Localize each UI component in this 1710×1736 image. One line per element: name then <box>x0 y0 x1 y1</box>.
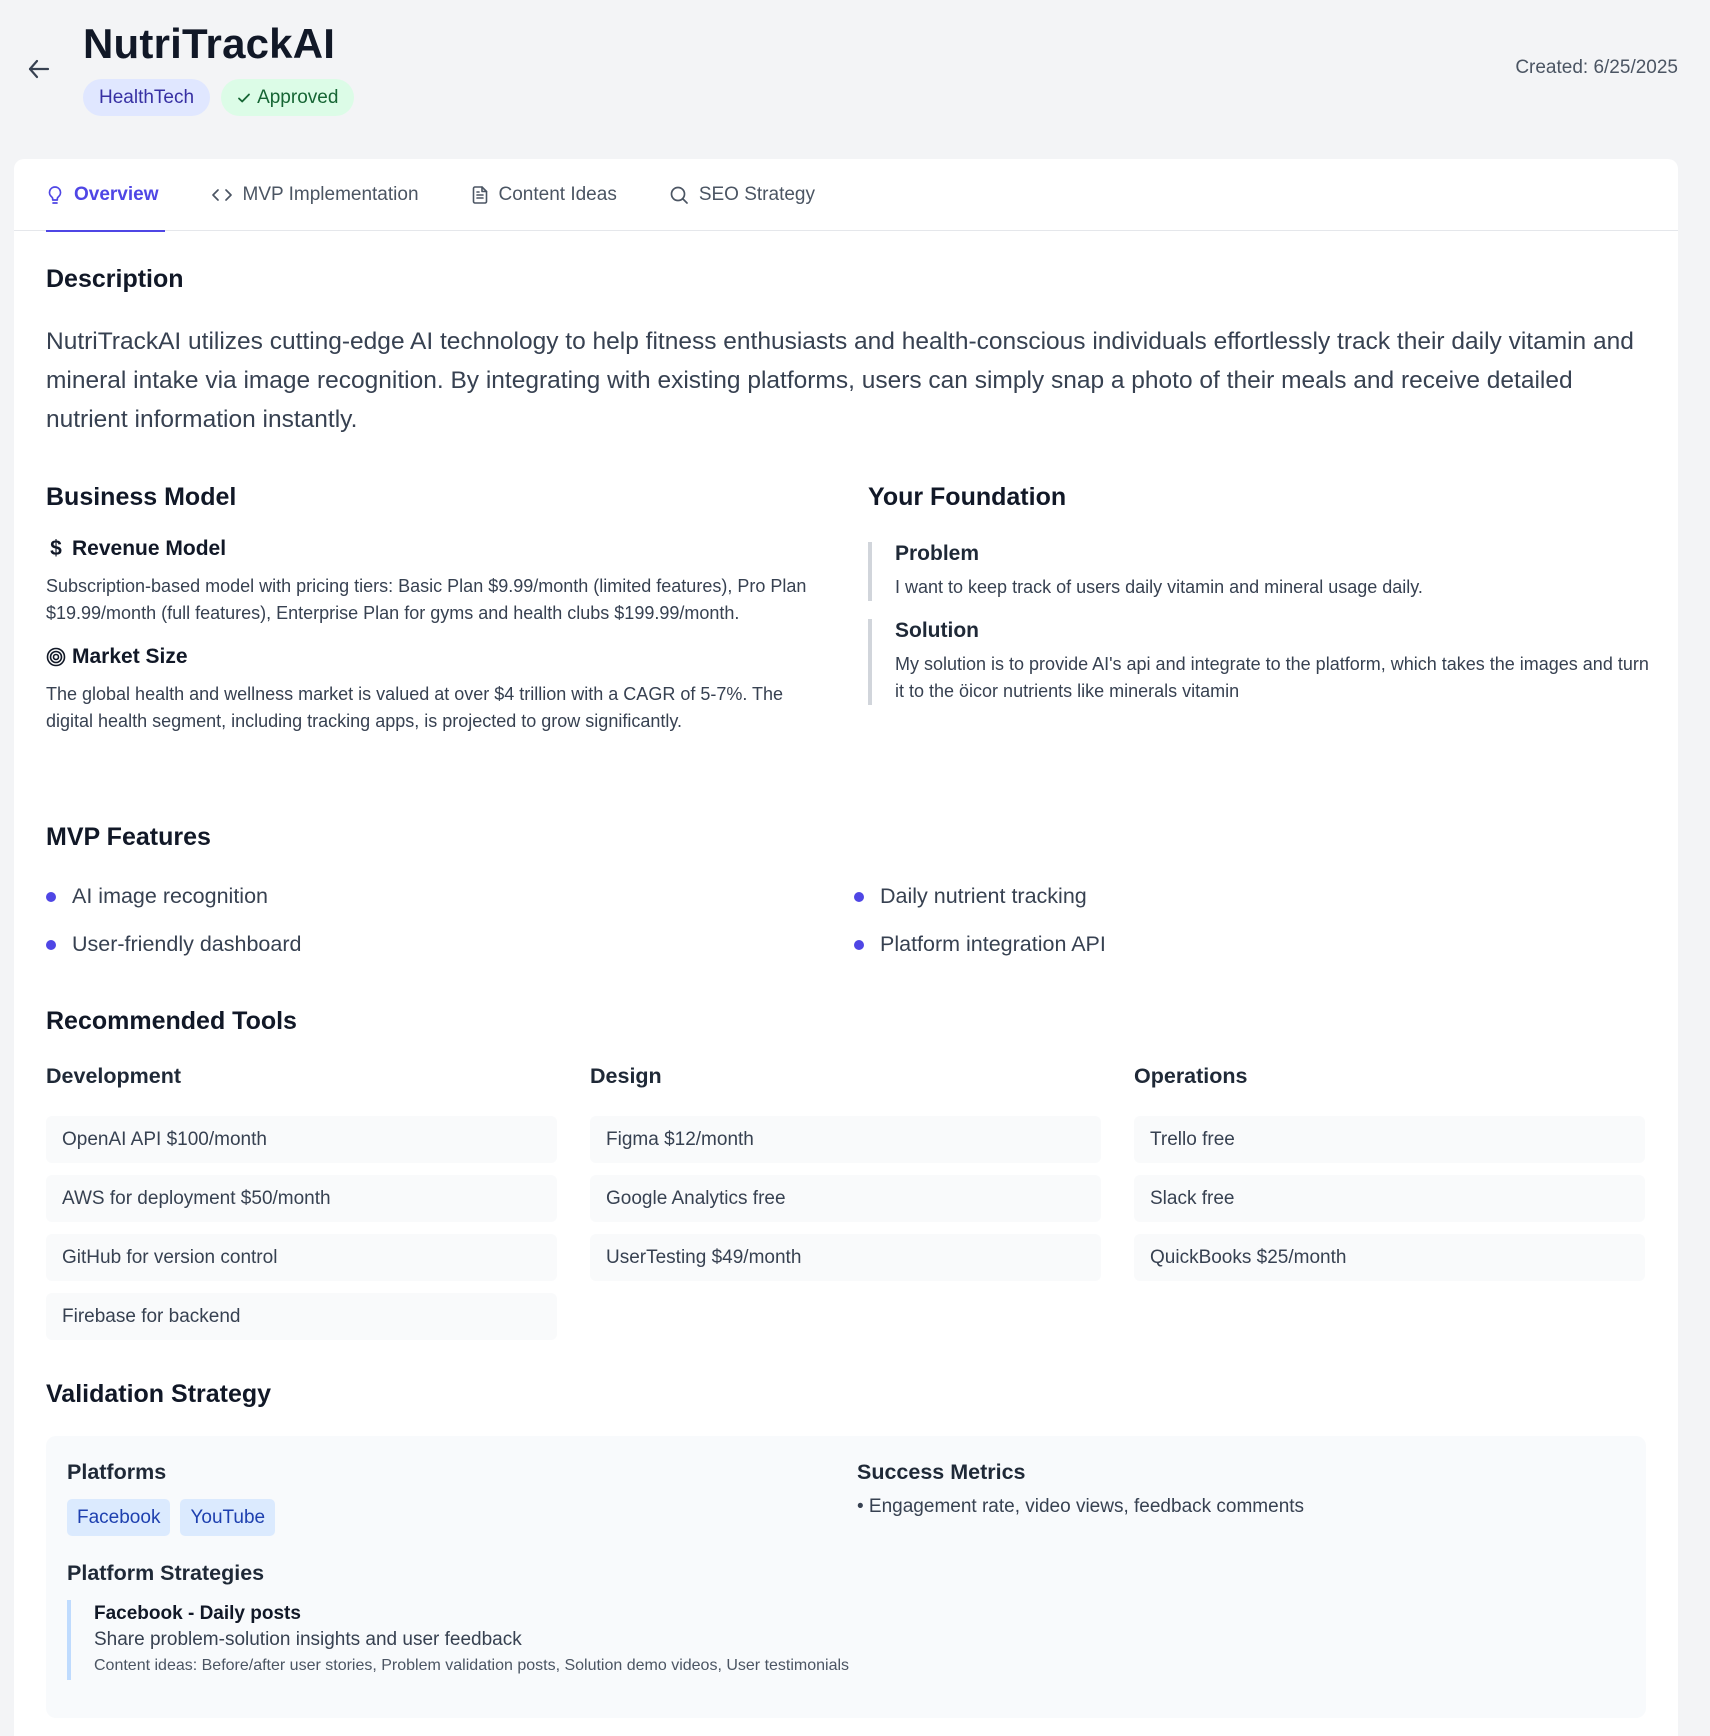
problem-text: I want to keep track of users daily vitamin and mineral usage daily. <box>895 577 1423 597</box>
bullet-icon <box>46 940 56 950</box>
tab-seo-strategy[interactable] <box>669 159 815 231</box>
tab-label: Overview <box>74 184 159 205</box>
tool-item: Trello free <box>1134 1116 1645 1163</box>
tool-item: GitHub for version control <box>46 1234 557 1281</box>
success-metrics-label: Success Metrics <box>857 1460 1026 1484</box>
tab-content-ideas[interactable] <box>471 159 617 231</box>
tab-bar <box>14 159 1678 231</box>
solution-label: Solution <box>895 619 979 642</box>
tools-column-title: Operations <box>1134 1064 1248 1088</box>
problem-label: Problem <box>895 542 980 565</box>
search-icon <box>669 185 689 205</box>
feature-item <box>854 932 1106 957</box>
validation-box <box>46 1436 1646 1718</box>
tools-development <box>46 1064 557 1352</box>
foundation-heading: Your Foundation <box>868 483 1067 511</box>
description-text: NutriTrackAI utilizes cutting-edge AI technology to help fitness enthusiasts and health-conscious individuals effortlessly track their daily vitamin and mineral intake via image recognition. By integrating with existing platforms, users can simply snap a photo of their meals and receive detailed nutrient information instantly. <box>46 328 1634 433</box>
lightbulb-icon <box>46 185 64 205</box>
strategy-title: Facebook - Daily posts <box>94 1603 301 1624</box>
solution-block <box>868 619 1658 705</box>
revenue-model-label: Revenue Model <box>72 537 227 560</box>
page-title: NutriTrackAI <box>83 20 336 67</box>
back-button[interactable] <box>24 56 54 82</box>
business-model-heading: Business Model <box>46 483 237 511</box>
badge-group <box>83 79 354 116</box>
foundation-section <box>868 542 1658 705</box>
problem-block <box>868 542 1658 601</box>
bullet-icon <box>46 892 56 902</box>
check-icon <box>237 91 251 105</box>
tab-label: SEO Strategy <box>698 184 815 205</box>
feature-item <box>854 884 1087 909</box>
platform-strategy <box>67 1600 1567 1680</box>
tools-column-title: Design <box>590 1064 662 1088</box>
tool-item: Google Analytics free <box>590 1175 1101 1222</box>
document-icon <box>471 185 489 205</box>
platform-tag: Facebook <box>67 1499 170 1536</box>
feature-label: Platform integration API <box>880 932 1106 956</box>
feature-label: User-friendly dashboard <box>72 932 302 956</box>
market-size-heading <box>46 645 836 669</box>
category-badge: HealthTech <box>83 79 210 116</box>
arrow-left-icon <box>27 58 51 80</box>
platforms-label: Platforms <box>67 1460 167 1484</box>
feature-item <box>46 932 301 957</box>
feature-item <box>46 884 268 909</box>
strategy-description: Share problem-solution insights and user feedback <box>94 1629 522 1650</box>
tool-item: AWS for deployment $50/month <box>46 1175 557 1222</box>
tool-item: OpenAI API $100/month <box>46 1116 557 1163</box>
platform-tag: YouTube <box>180 1499 275 1536</box>
tool-item: Figma $12/month <box>590 1116 1101 1163</box>
validation-heading: Validation Strategy <box>46 1380 272 1408</box>
tab-label: Content Ideas <box>498 184 617 205</box>
tool-item: UserTesting $49/month <box>590 1234 1101 1281</box>
bullet-icon <box>854 892 864 902</box>
tab-overview[interactable] <box>46 159 159 231</box>
bullet-icon <box>854 940 864 950</box>
status-label: Approved <box>257 86 339 108</box>
feature-label: Daily nutrient tracking <box>880 884 1087 908</box>
description-heading: Description <box>46 265 184 293</box>
platform-tags <box>67 1499 275 1536</box>
target-icon <box>46 647 66 667</box>
status-badge <box>221 79 354 116</box>
page-header <box>0 0 1710 140</box>
business-model-section <box>46 537 836 735</box>
tab-mvp-implementation[interactable] <box>211 159 419 231</box>
revenue-model-text: Subscription-based model with pricing tiers: Basic Plan $9.99/month (limited features), Pro Plan $19.99/month (full features), Enterprise Plan for gyms and health clubs $199.99/month. <box>46 576 807 623</box>
metric-item: • Engagement rate, video views, feedback comments <box>857 1496 1305 1517</box>
market-size-text: The global health and wellness market is valued at over $4 trillion with a CAGR of 5-7%. The digital health segment, including tracking apps, is projected to grow significantly. <box>46 684 784 731</box>
created-date: Created: 6/25/2025 <box>1515 57 1678 78</box>
tools-column-title: Development <box>46 1064 182 1088</box>
tools-design <box>590 1064 1101 1293</box>
solution-text: My solution is to provide AI's api and integrate to the platform, which takes the images and turn it to the öicor nutrients like minerals vitamin <box>895 654 1649 701</box>
revenue-model-heading <box>46 537 836 561</box>
market-size-label: Market Size <box>72 645 188 668</box>
feature-label: AI image recognition <box>72 884 268 908</box>
tools-operations <box>1134 1064 1645 1293</box>
tool-item: Slack free <box>1134 1175 1645 1222</box>
dollar-icon: $ <box>50 537 62 560</box>
tool-item: Firebase for backend <box>46 1293 557 1340</box>
idea-card <box>14 159 1678 1736</box>
tool-item: QuickBooks $25/month <box>1134 1234 1645 1281</box>
platform-strategies-label: Platform Strategies <box>67 1561 265 1585</box>
tab-label: MVP Implementation <box>242 184 419 205</box>
tools-heading: Recommended Tools <box>46 1007 297 1035</box>
mvp-features-heading: MVP Features <box>46 823 211 851</box>
code-icon <box>211 187 233 203</box>
strategy-content-ideas: Content ideas: Before/after user stories, Problem validation posts, Solution demo videos, User testimonials <box>94 1657 850 1674</box>
